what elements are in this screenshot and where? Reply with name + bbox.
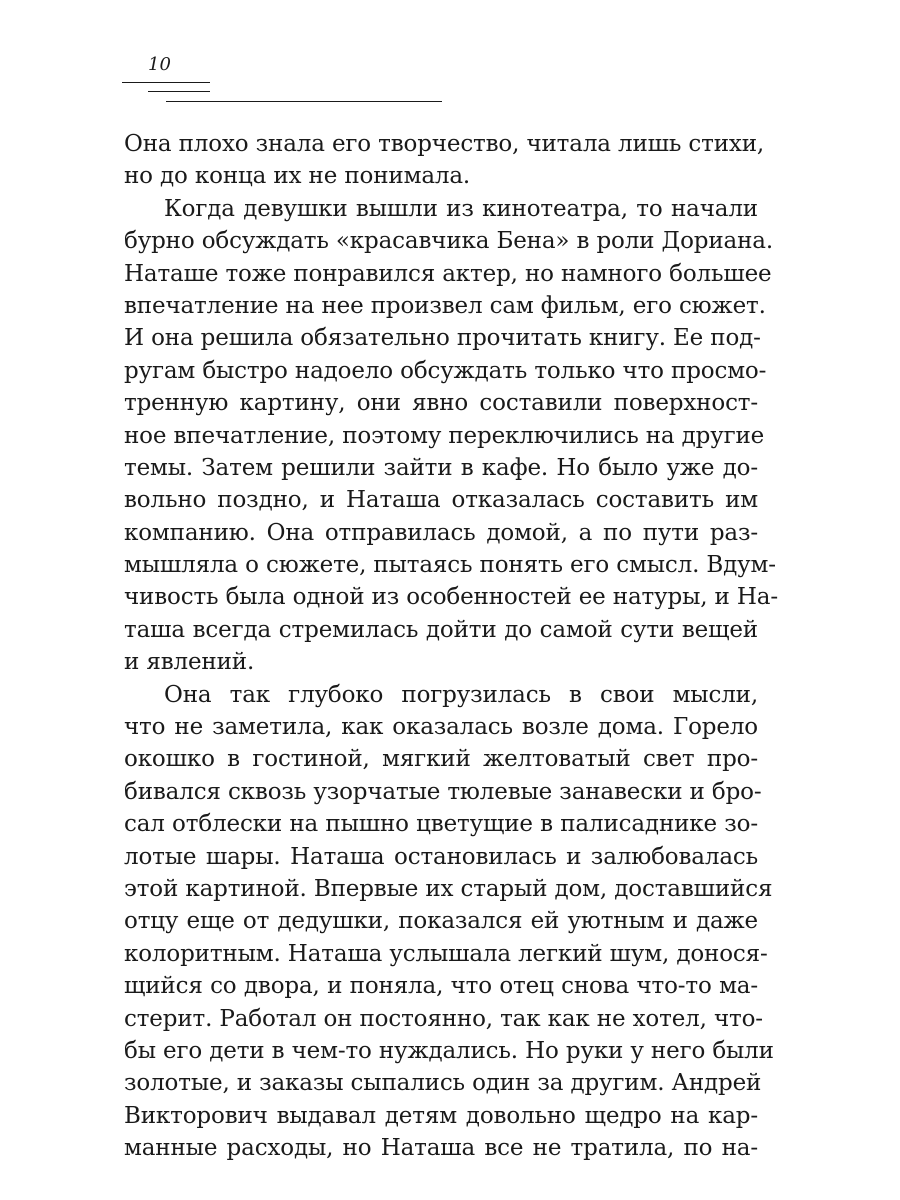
paragraph: [124, 679, 774, 1165]
text-line: золотые, и заказы сыпались один за другим. Андрей: [124, 1070, 762, 1097]
page-number: 10: [148, 54, 171, 75]
text-line: чивость была одной из особенностей ее натуры, и На-: [124, 584, 778, 611]
header-rule-top: [122, 82, 210, 83]
text-line: бивался сквозь узорчатые тюлевые занавески и бро-: [124, 778, 762, 805]
text-line: И она решила обязательно прочитать книгу. Ее под-: [124, 325, 761, 352]
text-line: Когда девушки вышли из кинотеатра, то начали: [164, 195, 758, 222]
text-line: колоритным. Наташа услышала легкий шум, донося-: [124, 940, 768, 967]
body-text: [124, 128, 778, 1165]
text-line: мышляла о сюжете, пытаясь понять его смысл. Вдум-: [124, 552, 776, 579]
paragraph: [124, 193, 778, 679]
text-line: что не заметила, как оказалась возле дома. Горело: [124, 714, 758, 741]
text-line: окошко в гостиной, мягкий желтоватый свет про-: [124, 746, 758, 773]
text-line: Она так глубоко погрузилась в свои мысли,: [164, 681, 758, 708]
text-line: бы его дети в чем-то нуждались. Но руки у него были: [124, 1037, 774, 1064]
header-rule-middle: [148, 91, 210, 92]
text-line: щийся со двора, и поняла, что отец снова что-то ма-: [124, 973, 758, 1000]
text-line: ное впечатление, поэтому переключились на другие: [124, 422, 765, 449]
text-line: и явлений.: [124, 649, 255, 676]
text-line: таша всегда стремилась дойти до самой сути вещей: [124, 616, 758, 643]
text-line: сал отблески на пышно цветущие в палисаднике зо-: [124, 811, 758, 838]
text-line: отцу еще от дедушки, показался ей уютным и даже: [124, 908, 758, 935]
text-line: стерит. Работал он постоянно, так как не хотел, что-: [124, 1005, 763, 1032]
text-line: лотые шары. Наташа остановилась и залюбовалась: [124, 843, 758, 870]
text-line: но до конца их не понимала.: [124, 163, 471, 190]
text-line: Наташе тоже понравился актер, но намного большее: [124, 260, 772, 287]
text-line: вольно поздно, и Наташа отказалась составить им: [124, 487, 758, 514]
text-line: компанию. Она отправилась домой, а по пути раз-: [124, 519, 758, 546]
text-line: Викторович выдавал детям довольно щедро на кар-: [124, 1102, 758, 1129]
text-line: этой картиной. Впервые их старый дом, доставшийся: [124, 875, 773, 902]
text-line: манные расходы, но Наташа все не тратила, по на-: [124, 1135, 758, 1162]
text-line: ругам быстро надоело обсуждать только что просмо-: [124, 357, 767, 384]
text-line: тренную картину, они явно составили поверхност-: [124, 390, 758, 417]
paragraph: [124, 128, 765, 193]
text-line: впечатление на нее произвел сам фильм, его сюжет.: [124, 292, 766, 319]
text-line: Она плохо знала его творчество, читала лишь стихи,: [124, 131, 765, 157]
text-line: бурно обсуждать «красавчика Бена» в роли Дориана.: [124, 228, 773, 255]
header-rule-bottom: [166, 101, 442, 102]
text-line: темы. Затем решили зайти в кафе. Но было уже до-: [124, 454, 758, 481]
